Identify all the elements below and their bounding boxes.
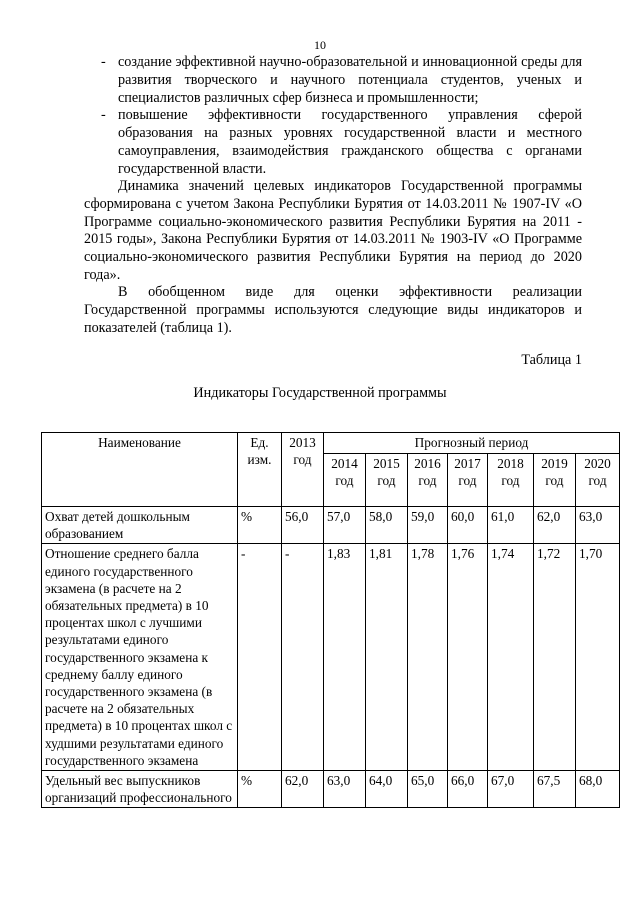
header-forecast: Прогнозный период bbox=[324, 433, 620, 454]
cell-name: Охват детей дошкольным образованием bbox=[42, 507, 238, 544]
header-base-year: 2013 год bbox=[282, 433, 324, 507]
cell-unit: % bbox=[238, 507, 282, 544]
header-unit: Ед. изм. bbox=[238, 433, 282, 507]
table-row bbox=[42, 544, 620, 771]
paragraph-indicators: В обобщенном виде для оценки эффективности реализации Государственной программы используются следующие виды индикаторов и показателей (таблица 1). bbox=[84, 284, 582, 336]
cell-value: 1,83 bbox=[324, 544, 366, 771]
cell-value: 67,5 bbox=[534, 771, 576, 808]
cell-base: 62,0 bbox=[282, 771, 324, 808]
cell-value: 61,0 bbox=[488, 507, 534, 544]
cell-name: Удельный вес выпускников организаций профессионального bbox=[42, 771, 238, 808]
cell-value: 1,78 bbox=[408, 544, 448, 771]
cell-base: - bbox=[282, 544, 324, 771]
cell-value: 63,0 bbox=[324, 771, 366, 808]
header-name: Наименование bbox=[42, 433, 238, 507]
cell-value: 64,0 bbox=[366, 771, 408, 808]
list-item bbox=[84, 107, 582, 178]
table-row bbox=[42, 507, 620, 544]
cell-value: 1,74 bbox=[488, 544, 534, 771]
cell-value: 57,0 bbox=[324, 507, 366, 544]
header-year: 2019 год bbox=[534, 454, 576, 507]
cell-value: 1,76 bbox=[448, 544, 488, 771]
header-year: 2016 год bbox=[408, 454, 448, 507]
table-title: Индикаторы Государственной программы bbox=[193, 385, 447, 401]
cell-name: Отношение среднего балла единого государственного экзамена (в расчете на 2 обязательных предмета) в 10 процентах школ с лучшими результатами единого государственного экзамена к среднему баллу единого государственного экзамена (в расчете на 2 обязательных предмета) в 10 процентах школ с худшими результатами единого государственного экзамена bbox=[42, 544, 238, 771]
paragraph-dynamics: Динамика значений целевых индикаторов Государственной программы сформирована с учетом Закона Республики Бурятия от 14.03.2011 № 1907-IV «О Программе социально-экономического развития Республики Бурятия на 2011 - 2015 годы», Закона Республики Бурятия от 14.03.2011 № 1903-IV «О Программе социально-экономического развития Республики Бурятия на период до 2020 года». bbox=[84, 178, 582, 283]
cell-unit: % bbox=[238, 771, 282, 808]
header-year: 2014 год bbox=[324, 454, 366, 507]
header-year: 2015 год bbox=[366, 454, 408, 507]
table-header-row bbox=[42, 433, 620, 454]
cell-value: 63,0 bbox=[576, 507, 620, 544]
list-item bbox=[84, 54, 582, 107]
cell-base: 56,0 bbox=[282, 507, 324, 544]
cell-value: 62,0 bbox=[534, 507, 576, 544]
cell-value: 58,0 bbox=[366, 507, 408, 544]
indicators-table bbox=[41, 432, 620, 808]
cell-value: 68,0 bbox=[576, 771, 620, 808]
cell-value: 1,72 bbox=[534, 544, 576, 771]
bullet-list bbox=[84, 54, 582, 179]
bullet-text: создание эффективной научно-образовательной и инновационной среды для развития творческого и научного потенциала студентов, ученых и специалистов различных сфер бизнеса и промышленности; bbox=[118, 54, 582, 106]
bullet-text: повышение эффективности государственного управления сферой образования на разных уровнях государственной власти и местного самоуправления, взаимодействия гражданского общества с органами государственной власти. bbox=[118, 107, 582, 177]
cell-value: 1,81 bbox=[366, 544, 408, 771]
cell-unit: - bbox=[238, 544, 282, 771]
header-year: 2020 год bbox=[576, 454, 620, 507]
bullet-mark: - bbox=[101, 107, 106, 124]
cell-value: 67,0 bbox=[488, 771, 534, 808]
cell-value: 59,0 bbox=[408, 507, 448, 544]
table-row bbox=[42, 771, 620, 808]
bullet-mark: - bbox=[101, 54, 106, 70]
page-number: 10 bbox=[314, 38, 326, 52]
cell-value: 65,0 bbox=[408, 771, 448, 808]
cell-value: 66,0 bbox=[448, 771, 488, 808]
cell-value: 1,70 bbox=[576, 544, 620, 771]
table-label: Таблица 1 bbox=[521, 352, 582, 368]
header-year: 2017 год bbox=[448, 454, 488, 507]
header-year: 2018 год bbox=[488, 454, 534, 507]
cell-value: 60,0 bbox=[448, 507, 488, 544]
